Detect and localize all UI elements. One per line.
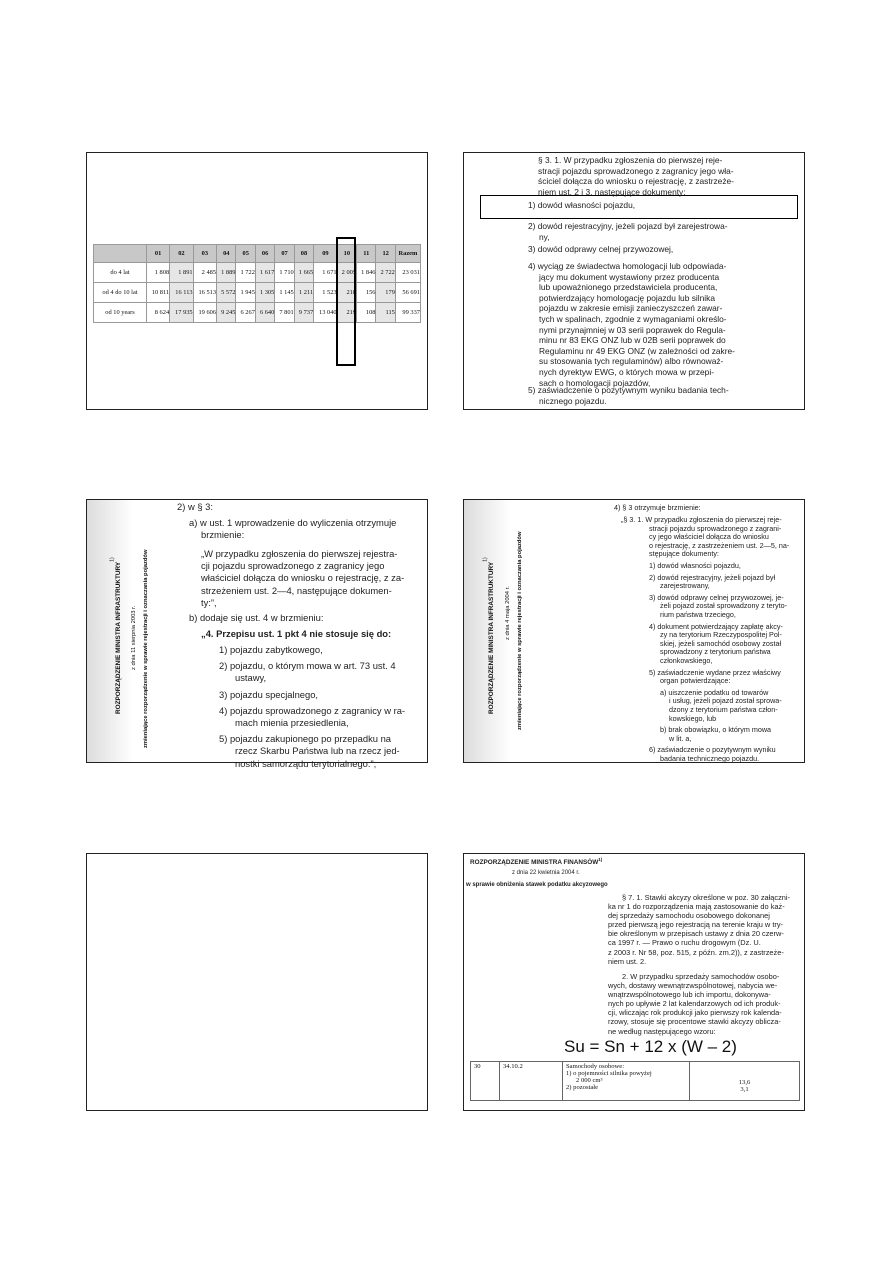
table-cell: 1 523 bbox=[314, 283, 337, 303]
text-line: wnątrzwspólnotowego lub ich importu, dokonywa- bbox=[608, 990, 771, 1000]
regulation-date: z dnia 22 kwietnia 2004 r. bbox=[512, 870, 580, 876]
table-cell: 218 bbox=[337, 283, 356, 303]
list-item: b) brak obowiązku, o którym mowa bbox=[660, 725, 772, 735]
list-item bbox=[528, 385, 729, 406]
regulation-title: ROZPORZĄDZENIE MINISTRA FINANSÓW bbox=[470, 859, 599, 867]
text-line: ny, bbox=[539, 231, 550, 242]
text-line: „§ 3. 1. W przypadku zgłoszenia do pierwszej reje- bbox=[621, 515, 782, 524]
text-line: wych, dostawy wewnątrzwspólnotowej, nabycia we- bbox=[608, 981, 778, 991]
table-cell: 6 267 bbox=[236, 303, 255, 323]
text-line: „W przypadku zgłoszenia do pierwszej rejestra- bbox=[201, 548, 398, 559]
list-item: 4) pojazdu sprowadzonego z zagranicy w ra- bbox=[219, 704, 406, 716]
table-cell: 16 113 bbox=[170, 283, 193, 303]
column-header: 03 bbox=[193, 245, 216, 263]
regulation-title: ROZPORZĄDZENIE MINISTRA INFRASTRUKTURY bbox=[488, 561, 495, 714]
text-line: su stosowania tych regulaminów) albo równoważ- bbox=[539, 356, 724, 367]
highlight-box-column-10 bbox=[336, 237, 356, 366]
table-cell: 1 145 bbox=[275, 283, 294, 303]
text-line: nych po upływie 2 lat kalendarzowych od ich produk- bbox=[608, 999, 781, 1009]
text-line: cy jego właściciel dołącza do wniosku bbox=[649, 532, 769, 542]
list-item: 5) pojazdu zakupionego po przepadku na bbox=[219, 733, 392, 745]
text-line: dej sprzedaży samochodu osobowego dokonanej bbox=[608, 911, 770, 921]
list-item: 1) pojazdu zabytkowego, bbox=[219, 644, 323, 655]
text-line: sach o homologacji pojazdów, bbox=[539, 377, 651, 388]
list-item: 6) zaświadczenie o pozytywnym wyniku bbox=[649, 745, 776, 755]
text-line: tych w spalinach, zgodnie z wymaganiami określo- bbox=[539, 313, 727, 324]
table-cell: 1 671 bbox=[314, 263, 337, 283]
point-b: b) dodaje się ust. 4 w brzmieniu: bbox=[189, 612, 324, 623]
text-line: strzeżeniem ust. 2—4, następujące dokumen- bbox=[201, 584, 392, 596]
text-line: 4) wyciąg ze świadectwa homologacji lub odpowiada- bbox=[528, 261, 727, 271]
desc-line: 2) pozostałe bbox=[566, 1084, 599, 1091]
paragraph-par3 bbox=[621, 516, 789, 559]
list-item: i usług, jeżeli pojazd został sprowa- bbox=[669, 696, 782, 706]
list-item: zarejestrowany, bbox=[660, 581, 710, 591]
list-item: 3) dowód odprawy celnej przywozowej, bbox=[528, 244, 674, 254]
column-header: Razem bbox=[395, 245, 420, 263]
table-cell: 6 640 bbox=[255, 303, 274, 323]
table-cell: 23 031 bbox=[395, 263, 420, 283]
slide-regulation-finance bbox=[463, 853, 805, 1111]
text-line: stępujące dokumenty: bbox=[649, 549, 719, 559]
text-line: pojazdu w zakresie emisji zanieczyszczeń zawar- bbox=[539, 303, 723, 314]
table-cell: 1 665 bbox=[294, 263, 313, 283]
table-cell: 19 606 bbox=[193, 303, 216, 323]
text-line: nicznego pojazdu. bbox=[539, 395, 607, 406]
position-cell: 30 bbox=[471, 1062, 500, 1101]
point-a bbox=[189, 517, 396, 541]
table-cell: 1 211 bbox=[294, 283, 313, 303]
text-line: niem ust. 2. bbox=[608, 956, 647, 966]
list-item: w lit. a, bbox=[669, 733, 692, 743]
text-line: lub upoważnionego przedstawiciela producenta, bbox=[539, 282, 718, 293]
list-item: rzecz Skarbu Państwa lub na rzecz jed- bbox=[235, 745, 400, 757]
list-item: nostki samorządu terytorialnego.”; bbox=[235, 757, 377, 769]
text-line: bie określonym w przepisach ustawy z dnia 20 czerw- bbox=[608, 929, 784, 939]
text-line: jący mu dokument wystawiony przez producenta bbox=[539, 271, 720, 282]
footnote-marker: 1) bbox=[109, 557, 116, 562]
table-row bbox=[471, 1062, 800, 1101]
table-cell: 1 710 bbox=[275, 263, 294, 283]
code-cell: 34.10.2 bbox=[500, 1062, 563, 1101]
desc-line: 2 000 cm³ bbox=[576, 1077, 603, 1084]
regulation-subject: zmieniające rozporządzenie w sprawie rejestracji i oznaczania pojazdów bbox=[143, 549, 149, 748]
document-list bbox=[649, 562, 787, 763]
desc-line: Samochody osobowe: bbox=[566, 1063, 625, 1070]
text-line: ściciel dołącza do wniosku o rejestrację, z zastrzeże- bbox=[538, 176, 734, 187]
table-cell: 1 808 bbox=[147, 263, 170, 283]
description-cell bbox=[563, 1062, 690, 1101]
column-header: 04 bbox=[217, 245, 236, 263]
list-item bbox=[528, 221, 728, 242]
table-cell: 1 722 bbox=[236, 263, 255, 283]
table-cell: 1 617 bbox=[255, 263, 274, 283]
list-item: dzony z terytorium państwa człon- bbox=[669, 704, 778, 714]
list-item: 5) zaświadczenie wydane przez właściwy bbox=[649, 667, 781, 677]
list-item: sprowadzony z terytorium państwa bbox=[660, 647, 771, 657]
footnote-marker: 1) bbox=[598, 857, 603, 862]
text-line: § 7. 1. Stawki akcyzy określone w poz. 30 załączni- bbox=[622, 893, 791, 902]
text-line: ne według następującego wzoru: bbox=[608, 1026, 716, 1036]
excise-rate-table bbox=[470, 1061, 800, 1101]
table-cell: 7 801 bbox=[275, 303, 294, 323]
table-row bbox=[94, 283, 421, 303]
column-header: 12 bbox=[376, 245, 395, 263]
text-line: brzmienie: bbox=[201, 529, 245, 541]
table-cell: 9 737 bbox=[294, 303, 313, 323]
table-cell: 16 513 bbox=[193, 283, 216, 303]
paragraph-7-2 bbox=[608, 972, 804, 1036]
text-line: a) w ust. 1 wprowadzenie do wyliczenia otrzymuje bbox=[189, 517, 397, 528]
list-item: zy na terytorium Rzeczypospolitej Pol- bbox=[660, 630, 782, 640]
slide-statistics-table bbox=[86, 152, 428, 410]
column-header: 06 bbox=[255, 245, 274, 263]
text-line: niem ust. 2 i 3, następujące dokumenty: bbox=[538, 186, 686, 197]
table-cell: 2 722 bbox=[376, 263, 395, 283]
quoted-heading: „4. Przepisu ust. 1 pkt 4 nie stosuje się do: bbox=[201, 628, 392, 639]
table-cell: 10 811 bbox=[147, 283, 170, 303]
quoted-intro bbox=[201, 548, 425, 609]
side-subject bbox=[508, 532, 526, 730]
list-item: 1) dowód własności pojazdu, bbox=[649, 561, 741, 570]
text-line: ca 1997 r. — Prawo o ruchu drogowym (Dz. U. bbox=[608, 938, 761, 948]
table-row bbox=[94, 263, 421, 283]
registrations-table bbox=[93, 244, 421, 323]
table-cell: 115 bbox=[376, 303, 395, 323]
list-item: rium państwa trzeciego, bbox=[660, 609, 736, 619]
table-cell: 2 005 bbox=[337, 263, 356, 283]
list-item: kowskiego, lub bbox=[669, 713, 717, 723]
side-subject bbox=[134, 550, 152, 748]
row-label: od 4 do 10 lat bbox=[94, 283, 147, 303]
rate-value: 13,6 bbox=[738, 1079, 751, 1086]
text-line: cji, wliczając rok produkcji jako pierwszy rok kalenda- bbox=[608, 1008, 782, 1018]
text-line: minu nr 83 EKG ONZ lub w 02B serii poprawek do bbox=[539, 335, 726, 346]
table-cell: 8 624 bbox=[147, 303, 170, 323]
column-header: 10 bbox=[337, 245, 356, 263]
list-item: członkowskiego, bbox=[660, 655, 713, 665]
list-item: 4) dokument potwierdzający zapłatę akcy- bbox=[649, 621, 783, 631]
text-line: 2. W przypadku sprzedaży samochodów osobo- bbox=[622, 972, 780, 981]
rate-value: 3,1 bbox=[740, 1086, 749, 1093]
text-line: właściciel dołącza do wniosku o rejestrację, z za- bbox=[201, 572, 405, 584]
text-line: 2) dowód rejestracyjny, jeżeli pojazd był zarejestrowa- bbox=[528, 221, 728, 231]
list-item: żeli pojazd został sprowadzony z teryto- bbox=[660, 601, 788, 611]
text-line: cji pojazdu sprowadzonego z zagranicy jego bbox=[201, 560, 385, 572]
list-item: mach mienia przesiedlenia, bbox=[235, 717, 349, 729]
column-header: 09 bbox=[314, 245, 337, 263]
text-line: potwierdzający homologację pojazdu lub silnika bbox=[539, 292, 715, 303]
table-cell: 99 337 bbox=[395, 303, 420, 323]
text-line: nymi przynajmniej w 03 serii poprawek do Regula- bbox=[539, 324, 726, 335]
slide-regulation-2003 bbox=[86, 499, 428, 769]
regulation-title: ROZPORZĄDZENIE MINISTRA INFRASTRUKTURY bbox=[115, 561, 122, 714]
row-label: do 4 lat bbox=[94, 263, 147, 283]
column-header: 02 bbox=[170, 245, 193, 263]
list-item: 2) pojazdu, o którym mowa w art. 73 ust. 4 bbox=[219, 660, 396, 672]
column-header bbox=[94, 245, 147, 263]
regulation-date: z dnia 4 maja 2004 r. bbox=[505, 586, 511, 640]
column-header: 01 bbox=[147, 245, 170, 263]
desc-line: 1) o pojemności silnika powyżej bbox=[566, 1070, 652, 1077]
text-line: stracji pojazdu sprowadzonego z zagranicy jego wła- bbox=[538, 165, 734, 176]
text-line: rzowy, stosuje się procentowe stawki akcyzy oblicza- bbox=[608, 1017, 781, 1027]
list-item: badania technicznego pojazdu. bbox=[660, 753, 760, 763]
regulation-subject: zmieniające rozporządzenie w sprawie rejestracji i oznaczania pojazdów bbox=[517, 531, 523, 730]
table-cell: 1 846 bbox=[357, 263, 376, 283]
list-item: a) uiszczenie podatku od towarów bbox=[660, 687, 769, 697]
text-line: Regulaminu nr 49 EKG ONZ (w zależności od zakre- bbox=[539, 345, 735, 356]
text-line: 2) w § 3: bbox=[177, 501, 213, 512]
table-cell: 156 bbox=[357, 283, 376, 303]
column-header: 07 bbox=[275, 245, 294, 263]
slide-regulation-par3 bbox=[463, 152, 805, 410]
value-cell bbox=[690, 1062, 800, 1101]
column-header: 08 bbox=[294, 245, 313, 263]
table-cell: 1 305 bbox=[255, 283, 274, 303]
table-cell: 1 889 bbox=[217, 263, 236, 283]
table-cell: 9 245 bbox=[217, 303, 236, 323]
list-item: organ potwierdzające: bbox=[660, 676, 731, 686]
column-header: 05 bbox=[236, 245, 255, 263]
slide-regulation-2004 bbox=[463, 499, 805, 763]
text-line: ty:”, bbox=[201, 596, 217, 608]
regulation-date: z dnia 11 sierpnia 2003 r. bbox=[131, 605, 137, 670]
table-cell: 13 040 bbox=[314, 303, 337, 323]
table-row bbox=[94, 303, 421, 323]
table-cell: 1 945 bbox=[236, 283, 255, 303]
table-cell: 56 691 bbox=[395, 283, 420, 303]
table-cell: 17 935 bbox=[170, 303, 193, 323]
regulation-subject: w sprawie obniżenia stawek podatku akcyzowego bbox=[466, 882, 608, 888]
text-line: 5) zaświadczenie o pozytywnym wyniku badania tech- bbox=[528, 385, 729, 395]
excise-formula: Su = Sn + 12 x (W – 2) bbox=[564, 1037, 737, 1056]
text-line: 4) § 3 otrzymuje brzmienie: bbox=[614, 503, 701, 512]
table-cell: 5 572 bbox=[217, 283, 236, 303]
paragraph-7-1 bbox=[608, 893, 804, 966]
table-cell: 108 bbox=[357, 303, 376, 323]
text-line: stracji pojazdu sprowadzonego z zagrani- bbox=[649, 523, 782, 533]
text-line: z 2003 r. Nr 58, poz. 515, z późn. zm.2)), z zastrzeże- bbox=[608, 947, 784, 957]
intro-paragraph bbox=[538, 155, 803, 197]
slide-blank bbox=[86, 853, 428, 1111]
text-line: o rejestrację, z zastrzeżeniem ust. 2—5, na- bbox=[649, 540, 790, 550]
table-cell: 2 485 bbox=[193, 263, 216, 283]
table-cell: 1 891 bbox=[170, 263, 193, 283]
exemption-list bbox=[219, 644, 405, 770]
text-line: przed pierwszą jego rejestracją na terenie kraju w try- bbox=[608, 920, 783, 930]
list-item: 1) dowód własności pojazdu, bbox=[528, 200, 636, 210]
table-cell: 179 bbox=[376, 283, 395, 303]
list-item: ustawy, bbox=[235, 672, 267, 684]
list-item bbox=[528, 261, 735, 388]
list-item: 2) dowód rejestracyjny, jeżeli pojazd był bbox=[649, 572, 776, 582]
text-line: ka nr 1 do rozporządzenia mają zastosowanie do każ- bbox=[608, 902, 785, 912]
table-cell: 219 bbox=[337, 303, 356, 323]
footnote-marker: 1) bbox=[482, 557, 489, 562]
text-line: nych dyrektyw EWG, o których mowa w przepi- bbox=[539, 366, 714, 377]
column-header: 11 bbox=[357, 245, 376, 263]
finance-title bbox=[470, 855, 602, 867]
row-label: od 10 years bbox=[94, 303, 147, 323]
table-header-row bbox=[94, 245, 421, 263]
list-item: skiej, jeżeli samochód osobowy został bbox=[660, 638, 782, 648]
list-item: 3) pojazdu specjalnego, bbox=[219, 688, 319, 700]
list-item: 3) dowód odprawy celnej przywozowej, je- bbox=[649, 592, 784, 602]
text-line: § 3. 1. W przypadku zgłoszenia do pierwszej reje- bbox=[538, 155, 723, 165]
